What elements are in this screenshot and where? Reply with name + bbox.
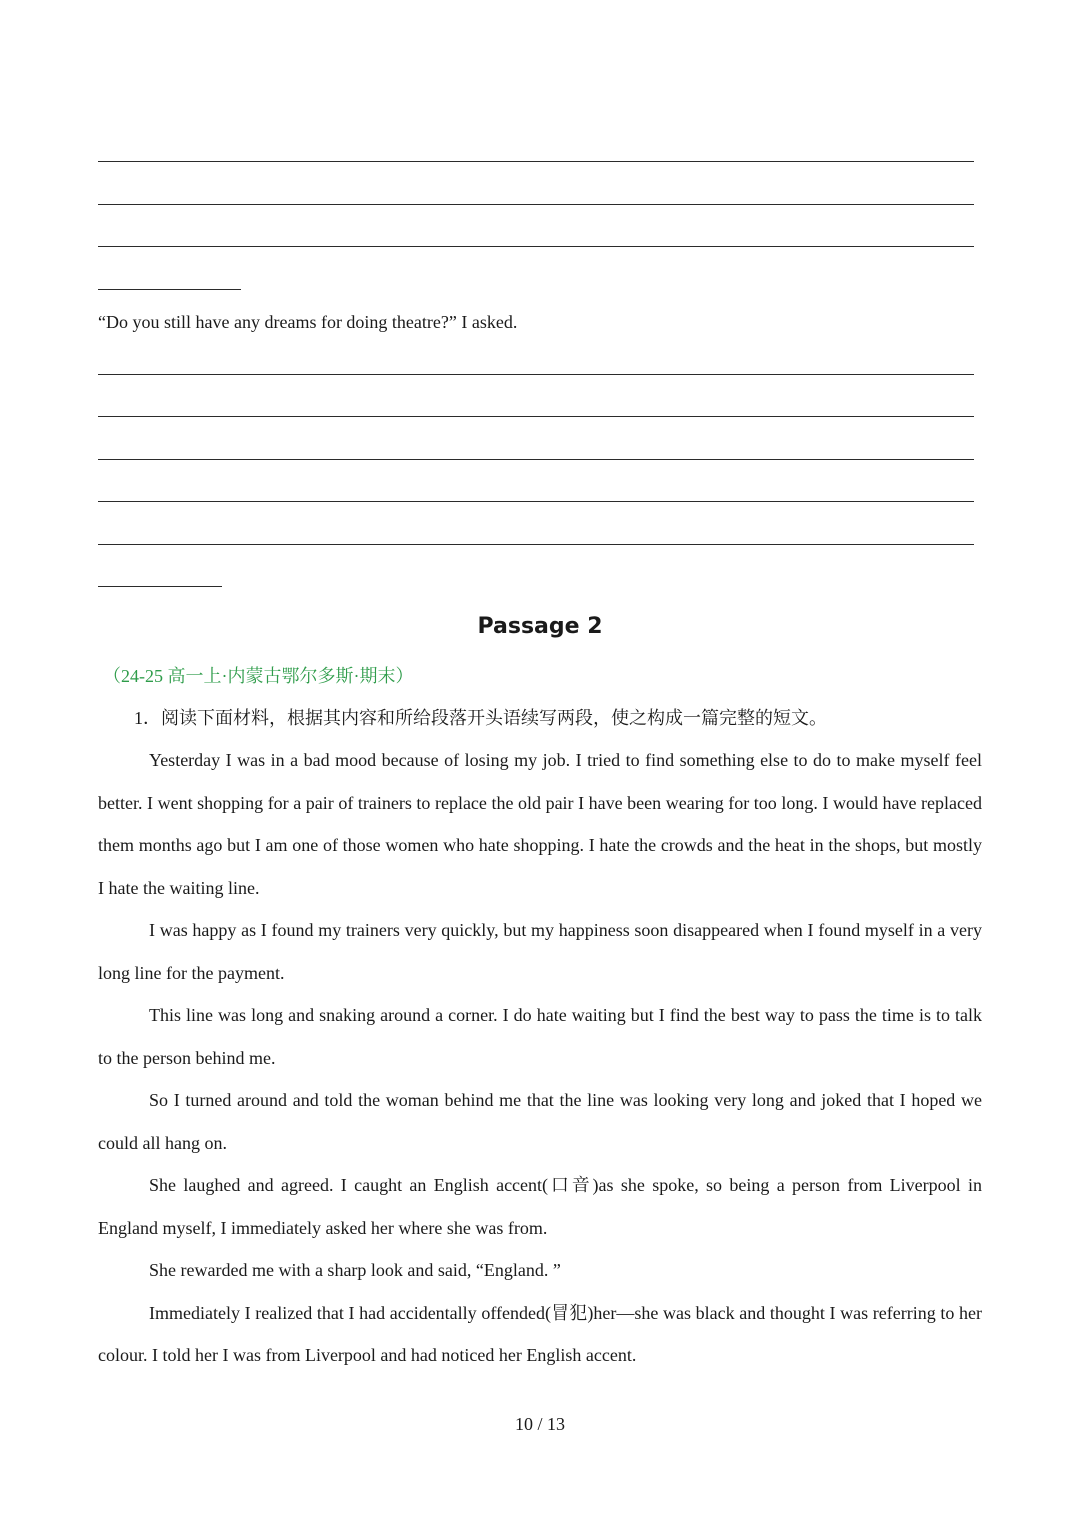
page-number: 10 / 13 <box>514 1414 565 1434</box>
question-text: 阅读下面材料，根据其内容和所给段落开头语续写两段，使之构成一篇完整的短文。 <box>161 708 827 728</box>
paragraph: I was happy as I found my trainers very quickly, but my happiness soon disappeared when I found myself in a very long line for the payment. <box>98 920 982 983</box>
question-number: 1． <box>134 708 161 728</box>
passage-title: Passage 2 <box>477 614 603 639</box>
answer-line <box>98 459 974 460</box>
answer-line <box>98 204 974 205</box>
writing-prompt: “Do you still have any dreams for doing theatre?” I asked. <box>98 312 518 332</box>
answer-line <box>98 544 974 545</box>
answer-line-short <box>98 586 222 587</box>
answer-line <box>98 374 974 375</box>
paragraph: She rewarded me with a sharp look and said, “England. ” <box>149 1260 561 1280</box>
answer-line <box>98 416 974 417</box>
answer-line <box>98 161 974 162</box>
paragraph: She laughed and agreed. I caught an English accent(口音)as she spoke, so being a person from Liverpool in England myself, I immediately asked her where she was from. <box>98 1175 982 1238</box>
paragraph: Yesterday I was in a bad mood because of losing my job. I tried to find something else to do to make myself feel better. I went shopping for a pair of trainers to replace the old pair I have been wearing for too long. I would have replaced them months ago but I am one of those women who hate shopping. I hate the crowds and the heat in the shops, but mostly I hate the waiting line. <box>98 750 982 898</box>
paragraph: So I turned around and told the woman behind me that the line was looking very long and joked that I hoped we could all hang on. <box>98 1090 982 1153</box>
paragraph: Immediately I realized that I had accidentally offended(冒犯)her—she was black and thought I was referring to her colour. I told her I was from Liverpool and had noticed her English accent. <box>98 1302 982 1365</box>
source-label: （24-25 高一上·内蒙古鄂尔多斯·期末） <box>103 666 414 686</box>
answer-line-short <box>98 289 241 290</box>
answer-line <box>98 501 974 502</box>
passage-body <box>98 739 982 1377</box>
question-instruction <box>134 707 827 729</box>
answer-line <box>98 246 974 247</box>
paragraph: This line was long and snaking around a corner. I do hate waiting but I find the best way to pass the time is to talk to the person behind me. <box>98 1005 982 1068</box>
